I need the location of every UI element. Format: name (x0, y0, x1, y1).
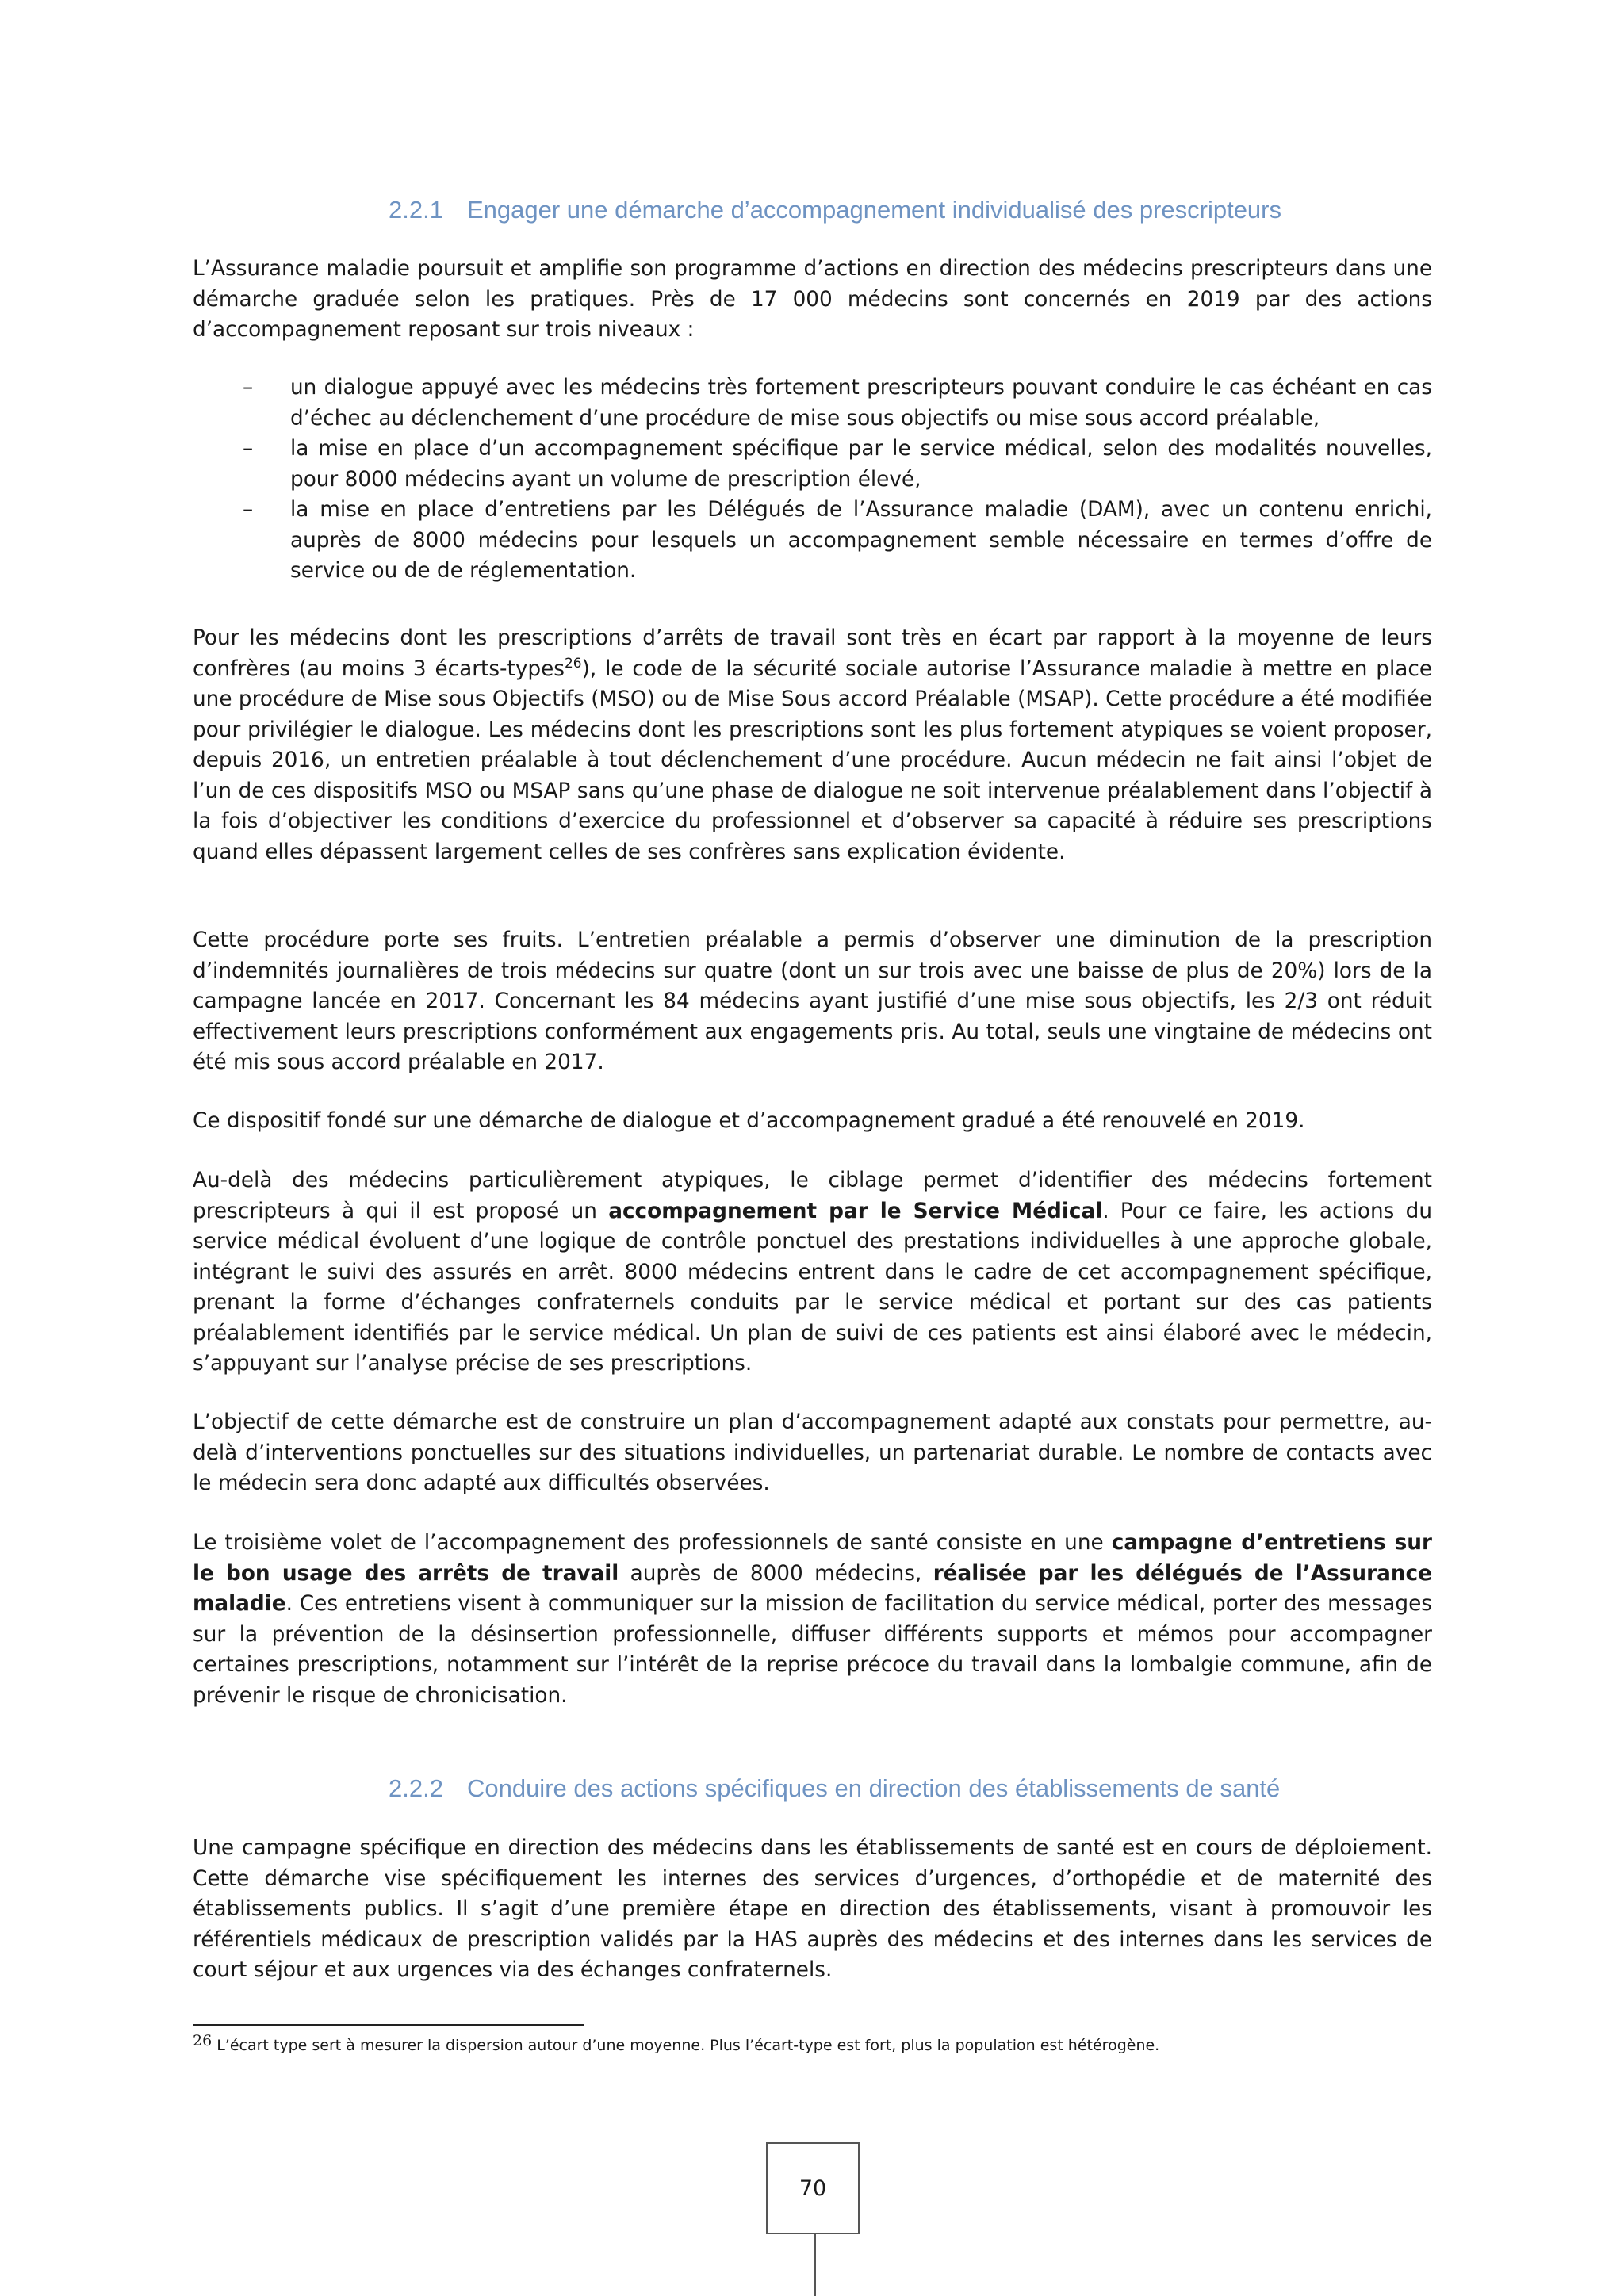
list-item (193, 373, 1432, 434)
page-number: 70 (799, 2175, 827, 2201)
footnote-text: L’écart type sert à mesurer la dispersion autour d’une moyenne. Plus l’écart-type est fort, plus la population est hétérogène. (216, 2037, 1160, 2054)
bullet-dash: – (243, 498, 254, 522)
paragraph-service-medical (193, 1165, 1432, 1380)
list-item-text: un dialogue appuyé avec les médecins très fortement prescripteurs pouvant conduire le cas échéant en cas d’échec au déclenchement d’une procédure de mise sous objectifs ou mise sous accord préalable, (290, 376, 1432, 430)
section-number: 2.2.2 (389, 1774, 443, 1802)
paragraph-campaign (193, 1528, 1432, 1711)
paragraph-text: ), le code de la sécurité sociale autorise l’Assurance maladie à mettre en place une procédure de Mise sous Objectifs (MSO) ou de Mise Sous accord Préalable (MSAP). Cette procédure a été modifiée pour privilégier le dialogue. Les médecins dont les prescriptions sont les plus fortement atypiques se voient proposer, depuis 2016, un entretien préalable à tout déclenchement d’une procédure. Aucun médecin ne fait ainsi l’objet de l’un de ces dispositifs MSO ou MSAP sans qu’une phase de dialogue ne soit intervenue préalablement dans l’objectif à la fois d’objectiver les conditions d’exercice du professionnel et d’observer sa capacité à réduire ses prescriptions quand elles dépassent largement celles de ses confrères sans explication évidente. (193, 656, 1432, 864)
paragraph-objective: L’objectif de cette démarche est de construire un plan d’accompagnement adapté aux constats pour permettre, au-delà d’interventions ponctuelles sur des situations individuelles, un partenariat durable. Le nombre de contacts avec le médecin sera donc adapté aux difficultés observées. (193, 1410, 1432, 1495)
paragraph-renewal: Ce dispositif fondé sur une démarche de dialogue et d’accompagnement gradué a été renouvelé en 2019. (193, 1109, 1305, 1133)
section-number: 2.2.1 (389, 196, 443, 224)
page-number-box (766, 2142, 860, 2234)
paragraph-etablissements: Une campagne spécifique en direction des médecins dans les établissements de santé est en cours de déploiement. Cette démarche vise spécifiquement les internes des services d’urgences, d’orthopédie et de maternité des établissements publics. Il s’agit d’une première étape en direction des établissements, visant à promouvoir les référentiels médicaux de prescription validés par la HAS auprès des médecins et des internes dans les services de court séjour et aux urgences via des échanges confraternels. (193, 1836, 1432, 1982)
paragraph-text: Pour les médecins dont les prescriptions d’arrêts de travail sont très en écart par rapport à la moyenne de leurs confrères (au moins 3 écarts-types (193, 626, 1432, 681)
footnote-ref: 26 (564, 655, 582, 672)
section-heading-2-2-2 (389, 1773, 1499, 1804)
section-heading-2-2-1 (389, 194, 1499, 226)
paragraph-mso-msap (193, 623, 1432, 867)
bold-phrase: campagne d’entretiens sur le bon usage des arrêts de travail (193, 1531, 1432, 1586)
paragraph-text: . Pour ce faire, les actions du service médical évoluent d’une logique de contrôle ponctuel des prestations individuelles à une approche globale, intégrant le suivi des assurés en arrêt. 8000 médecins entrent dans le cadre de cet accompagnement spécifique, prenant la forme d’échanges confraternels conduits par le service médical et portant sur des cas patients préalablement identifiés par le service médical. Un plan de suivi de ces patients est ainsi élaboré avec le médecin, s’appuyant sur l’analyse précise de ses prescriptions. (193, 1199, 1432, 1376)
bold-phrase: réalisée par les délégués de l’Assurance maladie (193, 1561, 1432, 1616)
bullet-list (193, 373, 1432, 587)
footnote-separator (193, 2024, 584, 2026)
list-item-text: la mise en place d’entretiens par les Délégués de l’Assurance maladie (DAM), avec un contenu enrichi, auprès de 8000 médecins pour lesquels un accompagnement semble nécessaire en termes d’offre de service ou de de réglementation. (290, 498, 1432, 583)
footnote (193, 2030, 1432, 2057)
list-item (193, 495, 1432, 587)
page-number-stem (814, 2234, 816, 2296)
list-item-text: la mise en place d’un accompagnement spécifique par le service médical, selon des modalités nouvelles, pour 8000 médecins ayant un volume de prescription élevé, (290, 437, 1432, 492)
paragraph-results: Cette procédure porte ses fruits. L’entretien préalable a permis d’observer une diminution de la prescription d’indemnités journalières de trois médecins sur quatre (dont un sur trois avec une baisse de plus de 20%) lors de la campagne lancée en 2017. Concernant les 84 médecins ayant justifié d’une mise sous objectifs, les 2/3 ont réduit effectivement leurs prescriptions conformément aux engagements pris. Au total, seuls une vingtaine de médecins ont été mis sous accord préalable en 2017. (193, 928, 1432, 1074)
paragraph-intro: L’Assurance maladie poursuit et amplifie son programme d’actions en direction des médecins prescripteurs dans une démarche graduée selon les pratiques. Près de 17 000 médecins sont concernés en 2019 par des actions d’accompagnement reposant sur trois niveaux : (193, 257, 1432, 342)
footnote-number: 26 (193, 2032, 213, 2049)
section-title: Conduire des actions spécifiques en direction des établissements de santé (466, 1774, 1281, 1802)
paragraph-text: . Ces entretiens visent à communiquer sur la mission de facilitation du service médical, porter des messages sur la prévention de la désinsertion professionnelle, diffuser différents supports et mémos pour accompagner certaines prescriptions, notamment sur l’intérêt de la reprise précoce du travail dans la lombalgie commune, afin de prévenir le risque de chronicisation. (193, 1592, 1432, 1708)
paragraph-text: Le troisième volet de l’accompagnement des professionnels de santé consiste en une (193, 1531, 1112, 1555)
paragraph-text: auprès de 8000 médecins, (619, 1561, 933, 1586)
section-title: Engager une démarche d’accompagnement individualisé des prescripteurs (466, 196, 1281, 224)
bold-phrase: accompagnement par le Service Médical (608, 1199, 1103, 1223)
bullet-dash: – (243, 376, 254, 400)
paragraph-text: Au-delà des médecins particulièrement atypiques, le ciblage permet d’identifier des médecins fortement prescripteurs à qui il est proposé un (193, 1169, 1432, 1223)
list-item (193, 434, 1432, 495)
bullet-dash: – (243, 437, 254, 461)
